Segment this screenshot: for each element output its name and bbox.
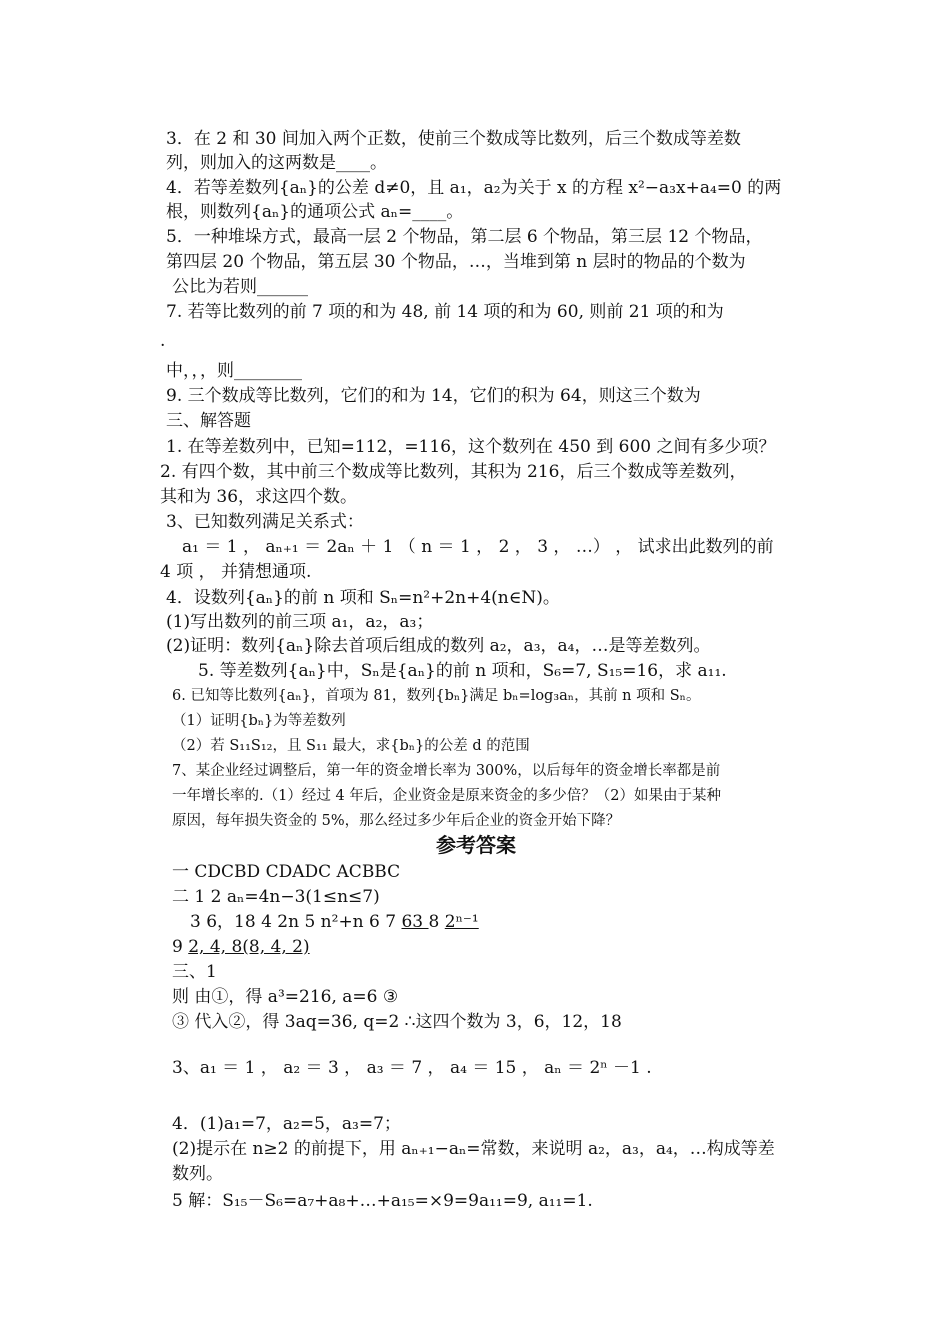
answer-9-underlined: 2, 4, 8(8, 4, 2) <box>188 937 310 957</box>
answer-line-fill-1: 二 1 2 aₙ=4n−3(1≤n≤7) <box>172 887 380 907</box>
question-8-line: 中，，，则________ <box>166 361 302 381</box>
solution-4-line-1: 4．设数列{aₙ}的前 n 项和 Sₙ=n²+2n+4(n∈N)。 <box>166 588 560 608</box>
answer-fill-underlined-power: 2ⁿ⁻¹ <box>444 912 479 932</box>
question-5-line-2: 第四层 20 个物品，第五层 30 个物品，…，当堆到第 n 层时的物品的个数为 <box>166 252 746 272</box>
solution-2-line-1: 2. 有四个数，其中前三个数成等比数列，其积为 216，后三个数成等差数列， <box>160 462 747 482</box>
answer-2-line-1: 则 由①，得 a³=216, a=6 ③ <box>172 987 399 1007</box>
solution-4-line-3: (2)证明：数列{aₙ}除去首项后组成的数列 a₂，a₃，a₄，…是等差数列。 <box>166 636 711 656</box>
solution-6-line-2: （1）证明{bₙ}为等差数列 <box>172 713 346 729</box>
answer-5-line: 5 解：S₁₅－S₆=a₇+a₈+…+a₁₅=×9=9a₁₁=9, a₁₁=1. <box>172 1191 593 1211</box>
question-3-line-2: 列，则加入的这两数是____。 <box>166 153 387 173</box>
solution-6-line-1: 6. 已知等比数列{aₙ}，首项为 81，数列{bₙ}满足 bₙ=log₃aₙ，其前 n 项和 Sₙ。 <box>172 688 701 704</box>
answer-4-line-3: 数列。 <box>172 1164 223 1184</box>
solution-6-line-3: （2）若 S₁₁S₁₂，且 S₁₁ 最大，求{bₙ}的公差 d 的范围 <box>172 738 530 754</box>
answer-9-label: 9 <box>172 937 189 957</box>
solution-3-line-3: 4 项 ， 并猜想通项. <box>160 562 312 582</box>
answer-4-line-1: 4．(1)a₁=7，a₂=5，a₃=7； <box>172 1114 401 1134</box>
answer-2-line-2: ③ 代入②，得 3aq=36, q=2 ∴这四个数为 3，6，12，18 <box>172 1012 622 1032</box>
solution-7-line-2: 一年增长率的.（1）经过 4 年后，企业资金是原来资金的多少倍？（2）如果由于某种 <box>172 788 722 804</box>
solution-3-line-2: a₁ ＝ 1 ， aₙ₊₁ ＝ 2aₙ ＋ 1 （ n ＝ 1 ， 2 ， 3 ， …） ， 试求出此数列的前 <box>182 537 774 557</box>
answer-fill-text: 3 6，18 4 2n 5 n²+n 6 7 <box>190 912 402 932</box>
solution-3-line-1: 3、已知数列满足关系式： <box>166 512 364 532</box>
solution-1-line: 1. 在等差数列中，已知=112，=116，这个数列在 450 到 600 之间有多少项？ <box>166 437 776 457</box>
solution-5-line: 5. 等差数列{aₙ}中，Sₙ是{aₙ}的前 n 项和，S₆=7, S₁₅=16，求 a₁₁. <box>198 661 727 681</box>
stray-period: . <box>160 331 166 351</box>
solution-7-line-1: 7、某企业经过调整后，第一年的资金增长率为 300%，以后每年的资金增长率都是前 <box>172 763 721 779</box>
answer-3-line: 3、a₁ ＝ 1 ， a₂ ＝ 3 ， a₃ ＝ 7 ， a₄ ＝ 15 ， aₙ ＝ 2ⁿ －1 . <box>172 1058 652 1078</box>
answer-line-fill-3 <box>172 936 310 958</box>
solution-4-line-2: (1)写出数列的前三项 a₁，a₂，a₃； <box>166 612 434 632</box>
question-4-line-1: 4．若等差数列{aₙ}的公差 d≠0，且 a₁，a₂为关于 x 的方程 x²−a₃x+a₄=0 的两 <box>166 178 782 198</box>
answer-line-choices: 一 CDCBD CDADC ACBBC <box>172 862 401 882</box>
solution-2-line-2: 其和为 36，求这四个数。 <box>160 487 358 507</box>
question-4-line-2: 根，则数列{aₙ}的通项公式 aₙ=____。 <box>166 202 464 222</box>
answer-fill-text-8: 8 <box>428 912 445 932</box>
answer-fill-underlined-63: 63 <box>401 912 429 932</box>
question-6-line: 公比为若则______ <box>172 277 308 297</box>
section-heading-solutions: 三、解答题 <box>166 411 251 431</box>
question-7-line: 7. 若等比数列的前 7 项的和为 48, 前 14 项的和为 60, 则前 21 项的和为 <box>166 302 724 322</box>
answer-4-line-2: (2)提示在 n≥2 的前提下，用 aₙ₊₁−aₙ=常数，来说明 a₂，a₃，a₄，…构成等差 <box>172 1139 775 1159</box>
question-9-line: 9. 三个数成等比数列，它们的和为 14，它们的积为 64，则这三个数为 <box>166 386 701 406</box>
answer-line-fill-2 <box>190 911 479 933</box>
answers-title: 参考答案 <box>436 833 516 857</box>
question-5-line-1: 5．一种堆垛方式，最高一层 2 个物品，第二层 6 个物品，第三层 12 个物品， <box>166 227 763 247</box>
answer-section-3: 三、1 <box>172 962 217 982</box>
solution-7-line-3: 原因，每年损失资金的 5%，那么经过多少年后企业的资金开始下降？ <box>172 813 621 829</box>
question-3-line-1: 3．在 2 和 30 间加入两个正数，使前三个数成等比数列，后三个数成等差数 <box>166 129 741 149</box>
